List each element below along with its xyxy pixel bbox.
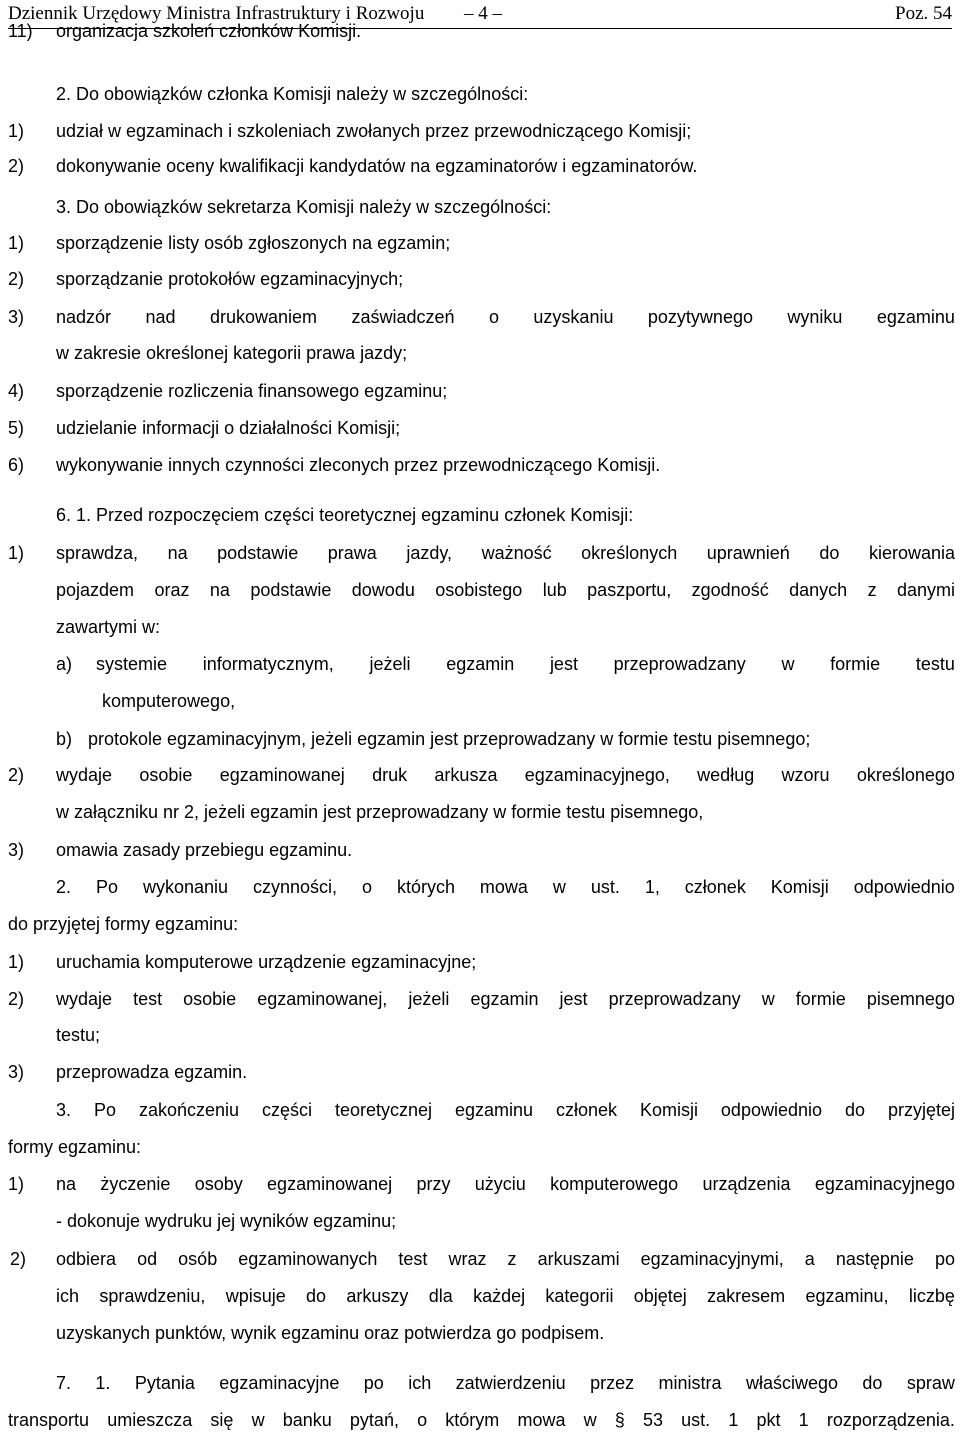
word: według — [697, 765, 755, 785]
word: pytań, — [349, 1410, 399, 1430]
word: formie — [795, 989, 846, 1009]
paragraph-line — [56, 763, 955, 787]
list-number: 2) — [8, 156, 25, 176]
word: Komisji — [770, 877, 829, 897]
paragraph-line: - dokonuje wydruku jej wyników egzaminu; — [56, 1211, 397, 1231]
word: zaświadczeń — [351, 307, 455, 327]
paragraph-line — [56, 1098, 955, 1122]
word: do — [862, 1373, 883, 1393]
word: czynności, — [252, 877, 338, 897]
word: o — [488, 307, 499, 327]
word: egzaminu, — [805, 1286, 889, 1306]
word: w — [761, 989, 775, 1009]
word: dowodu — [351, 580, 415, 600]
word: arkuszami — [537, 1249, 620, 1269]
word: Komisji — [639, 1100, 698, 1120]
word: osób — [178, 1249, 218, 1269]
list-number: 2) — [10, 1249, 27, 1269]
word: zakresem — [707, 1286, 786, 1306]
word: do — [844, 1100, 865, 1120]
word: jest — [549, 654, 578, 674]
word: danymi — [896, 580, 955, 600]
word: arkusza — [434, 765, 498, 785]
word: pojazdem — [56, 580, 135, 600]
paragraph-line — [56, 1284, 955, 1308]
word: formie — [830, 654, 881, 674]
word: egzaminu — [454, 1100, 534, 1120]
paragraph-line: sporządzenie rozliczenia finansowego egzaminu; — [56, 381, 448, 401]
word: druk — [372, 765, 408, 785]
paragraph-line — [8, 1408, 955, 1432]
word: wydaje — [56, 989, 113, 1009]
paragraph-line: 6. 1. Przed rozpoczęciem części teoretycznej egzaminu członek Komisji: — [56, 505, 634, 525]
word: 1. — [95, 1373, 111, 1393]
position-number: Poz. 54 — [895, 3, 952, 24]
word: 3. — [56, 1100, 72, 1120]
word: 7. — [56, 1373, 72, 1393]
paragraph-line: przeprowadza egzamin. — [56, 1062, 248, 1082]
list-number: 1) — [8, 952, 25, 972]
list-number: a) — [56, 654, 73, 674]
word: ust. — [681, 1410, 711, 1430]
list-number: 5) — [8, 418, 25, 438]
word: ich — [56, 1286, 80, 1306]
word: osobie — [183, 989, 237, 1009]
paragraph-line — [56, 1172, 955, 1196]
word: od — [137, 1249, 158, 1269]
word: przy — [416, 1174, 451, 1194]
word: rozporządzenia. — [826, 1410, 955, 1430]
paragraph-line: sporządzenie listy osób zgłoszonych na egzamin; — [56, 233, 451, 253]
word: ich — [408, 1373, 432, 1393]
word: podstawie — [217, 543, 299, 563]
word: się — [210, 1410, 234, 1430]
word: określonych — [581, 543, 678, 563]
word: Pytania — [134, 1373, 195, 1393]
word: zatwierdzeniu — [455, 1373, 566, 1393]
list-number: 2) — [8, 989, 25, 1009]
word: egzaminacyjne — [219, 1373, 340, 1393]
word: ważność — [481, 543, 552, 563]
word: prawa — [327, 543, 377, 563]
word: lub — [542, 580, 567, 600]
word: pozytywnego — [647, 307, 753, 327]
paragraph-line — [56, 875, 955, 899]
word: umieszcza — [107, 1410, 193, 1430]
word: jeżeli — [369, 654, 411, 674]
word: osoby — [194, 1174, 243, 1194]
word: egzaminowanych — [238, 1249, 378, 1269]
word: banku — [282, 1410, 332, 1430]
word: 53 — [642, 1410, 663, 1430]
paragraph-line: omawia zasady przebiegu egzaminu. — [56, 840, 353, 860]
word: nadzór — [56, 307, 112, 327]
word: przyjętej — [887, 1100, 955, 1120]
paragraph-line — [56, 1371, 955, 1395]
list-number: 3) — [8, 840, 25, 860]
list-number: 11) — [8, 21, 33, 41]
word: teoretycznej — [334, 1100, 433, 1120]
list-number: 1) — [8, 233, 25, 253]
word: informatycznym, — [202, 654, 334, 674]
word: urządzenia — [702, 1174, 791, 1194]
word: przeprowadzany — [613, 654, 746, 674]
word: o — [417, 1410, 428, 1430]
word: do — [819, 543, 840, 563]
word: osobistego — [435, 580, 523, 600]
paragraph-line: 2. Do obowiązków członka Komisji należy w szczególności: — [56, 84, 529, 104]
word: 1 — [798, 1410, 809, 1430]
word: zakończeniu — [138, 1100, 240, 1120]
paragraph-line: formy egzaminu: — [8, 1137, 142, 1157]
page-number: – 4 – — [464, 3, 502, 24]
word: zgodność — [691, 580, 769, 600]
word: w — [552, 877, 566, 897]
word: egzaminowanej, — [257, 989, 388, 1009]
word: 2. — [56, 877, 72, 897]
word: sprawdzeniu, — [99, 1286, 206, 1306]
word: uprawnień — [706, 543, 790, 563]
paragraph-line: uruchamia komputerowe urządzenie egzaminacyjne; — [56, 952, 477, 972]
word: odpowiednio — [720, 1100, 823, 1120]
paragraph-line: 3. Do obowiązków sekretarza Komisji należy w szczególności: — [56, 197, 552, 217]
word: egzaminowanej — [267, 1174, 393, 1194]
word: Po — [95, 877, 118, 897]
paragraph-line: organizacja szkoleń członków Komisji. — [56, 21, 362, 41]
word: egzaminacyjnego — [814, 1174, 955, 1194]
word: wydaje — [56, 765, 113, 785]
word: przez — [590, 1373, 635, 1393]
word: których — [396, 877, 455, 897]
word: danych — [789, 580, 848, 600]
word: do — [306, 1286, 327, 1306]
paragraph-line — [56, 541, 955, 565]
list-number: 1) — [8, 121, 25, 141]
paragraph-line — [56, 1247, 955, 1271]
word: egzamin — [470, 989, 539, 1009]
word: wraz — [448, 1249, 487, 1269]
paragraph-line: wykonywanie innych czynności zleconych przez przewodniczącego Komisji. — [56, 455, 661, 475]
list-number: 2) — [8, 269, 25, 289]
word: na — [56, 1174, 77, 1194]
word: nad — [145, 307, 176, 327]
list-number: 2) — [8, 765, 25, 785]
word: test — [133, 989, 163, 1009]
paragraph-line: w załączniku nr 2, jeżeli egzamin jest przeprowadzany w formie testu pisemnego, — [56, 802, 704, 822]
word: 1, — [644, 877, 660, 897]
word: kierowania — [868, 543, 955, 563]
word: arkuszy — [346, 1286, 409, 1306]
paragraph-line: komputerowego, — [102, 691, 236, 711]
word: wpisuje — [225, 1286, 286, 1306]
paragraph-line — [56, 578, 955, 602]
paragraph-line: w zakresie określonej kategorii prawa jazdy; — [56, 343, 408, 363]
word: uzyskaniu — [533, 307, 614, 327]
word: egzamin — [446, 654, 515, 674]
list-number: 4) — [8, 381, 25, 401]
word: właściwego — [745, 1373, 838, 1393]
word: systemie — [96, 654, 168, 674]
word: spraw — [906, 1373, 955, 1393]
word: 1 — [728, 1410, 739, 1430]
word: osobie — [139, 765, 193, 785]
word: pkt — [756, 1410, 781, 1430]
word: wykonaniu — [142, 877, 229, 897]
word: o — [361, 877, 372, 897]
paragraph-line: zawartymi w: — [56, 617, 161, 637]
word: oraz — [154, 580, 190, 600]
word: kategorii — [545, 1286, 614, 1306]
paragraph-line: udział w egzaminach i szkoleniach zwołanych przez przewodniczącego Komisji; — [56, 121, 692, 141]
word: objętej — [633, 1286, 687, 1306]
word: użyciu — [474, 1174, 526, 1194]
word: określonego — [856, 765, 955, 785]
list-number: 3) — [8, 1062, 25, 1082]
paragraph-line: protokole egzaminacyjnym, jeżeli egzamin jest przeprowadzany w formie testu pisemnego; — [88, 729, 811, 749]
word: życzenie — [100, 1174, 171, 1194]
word: członek — [555, 1100, 617, 1120]
word: Po — [93, 1100, 116, 1120]
word: podstawie — [250, 580, 332, 600]
word: sprawdza, — [56, 543, 139, 563]
word: po — [363, 1373, 384, 1393]
list-number: 6) — [8, 455, 25, 475]
word: którym — [445, 1410, 500, 1430]
word: egzaminu — [876, 307, 955, 327]
word: wzoru — [781, 765, 830, 785]
paragraph-line — [56, 305, 955, 329]
word: ust. — [590, 877, 620, 897]
paragraph-line: dokonywanie oceny kwalifikacji kandydatów na egzaminatorów i egzaminatorów. — [56, 156, 698, 176]
word: z — [867, 580, 877, 600]
word: po — [934, 1249, 955, 1269]
paragraph-line — [56, 987, 955, 1011]
word: mowa — [517, 1410, 566, 1430]
word: egzaminacyjnego, — [524, 765, 670, 785]
paragraph-line: uzyskanych punktów, wynik egzaminu oraz potwierdza go podpisem. — [56, 1323, 605, 1343]
word: jazdy, — [406, 543, 453, 563]
word: na — [167, 543, 188, 563]
word: liczbę — [908, 1286, 955, 1306]
word: następnie — [835, 1249, 914, 1269]
word: egzaminowanej — [219, 765, 345, 785]
word: w — [251, 1410, 265, 1430]
word: § — [614, 1410, 625, 1430]
list-number: 1) — [8, 543, 25, 563]
list-number: 1) — [8, 1174, 25, 1194]
word: jest — [559, 989, 588, 1009]
word: pisemnego — [866, 989, 955, 1009]
word: każdej — [473, 1286, 526, 1306]
word: wyniku — [787, 307, 843, 327]
word: części — [261, 1100, 312, 1120]
journal-title: Dziennik Urzędowy Ministra Infrastruktury i Rozwoju — [8, 3, 425, 24]
list-number: 3) — [8, 307, 25, 327]
word: mowa — [479, 877, 528, 897]
word: w — [583, 1410, 597, 1430]
word: na — [209, 580, 230, 600]
list-number: b) — [56, 729, 73, 749]
word: członek — [684, 877, 746, 897]
paragraph-line: sporządzanie protokołów egzaminacyjnych; — [56, 269, 404, 289]
word: drukowaniem — [209, 307, 318, 327]
word: komputerowego — [550, 1174, 679, 1194]
word: odpowiednio — [853, 877, 955, 897]
word: z — [507, 1249, 517, 1269]
paragraph-line: do przyjętej formy egzaminu: — [8, 914, 239, 934]
word: dla — [428, 1286, 453, 1306]
word: jeżeli — [408, 989, 450, 1009]
word: przeprowadzany — [608, 989, 741, 1009]
word: test — [398, 1249, 428, 1269]
word: testu — [915, 654, 955, 674]
word: transportu — [8, 1410, 90, 1430]
paragraph-line: testu; — [56, 1025, 101, 1045]
word: egzaminacyjnymi, — [640, 1249, 784, 1269]
word: ministra — [658, 1373, 722, 1393]
word: paszportu, — [587, 580, 672, 600]
word: w — [781, 654, 795, 674]
word: a — [804, 1249, 815, 1269]
paragraph-line: udzielanie informacji o działalności Komisji; — [56, 418, 401, 438]
paragraph-line — [96, 652, 955, 676]
word: odbiera — [56, 1249, 117, 1269]
